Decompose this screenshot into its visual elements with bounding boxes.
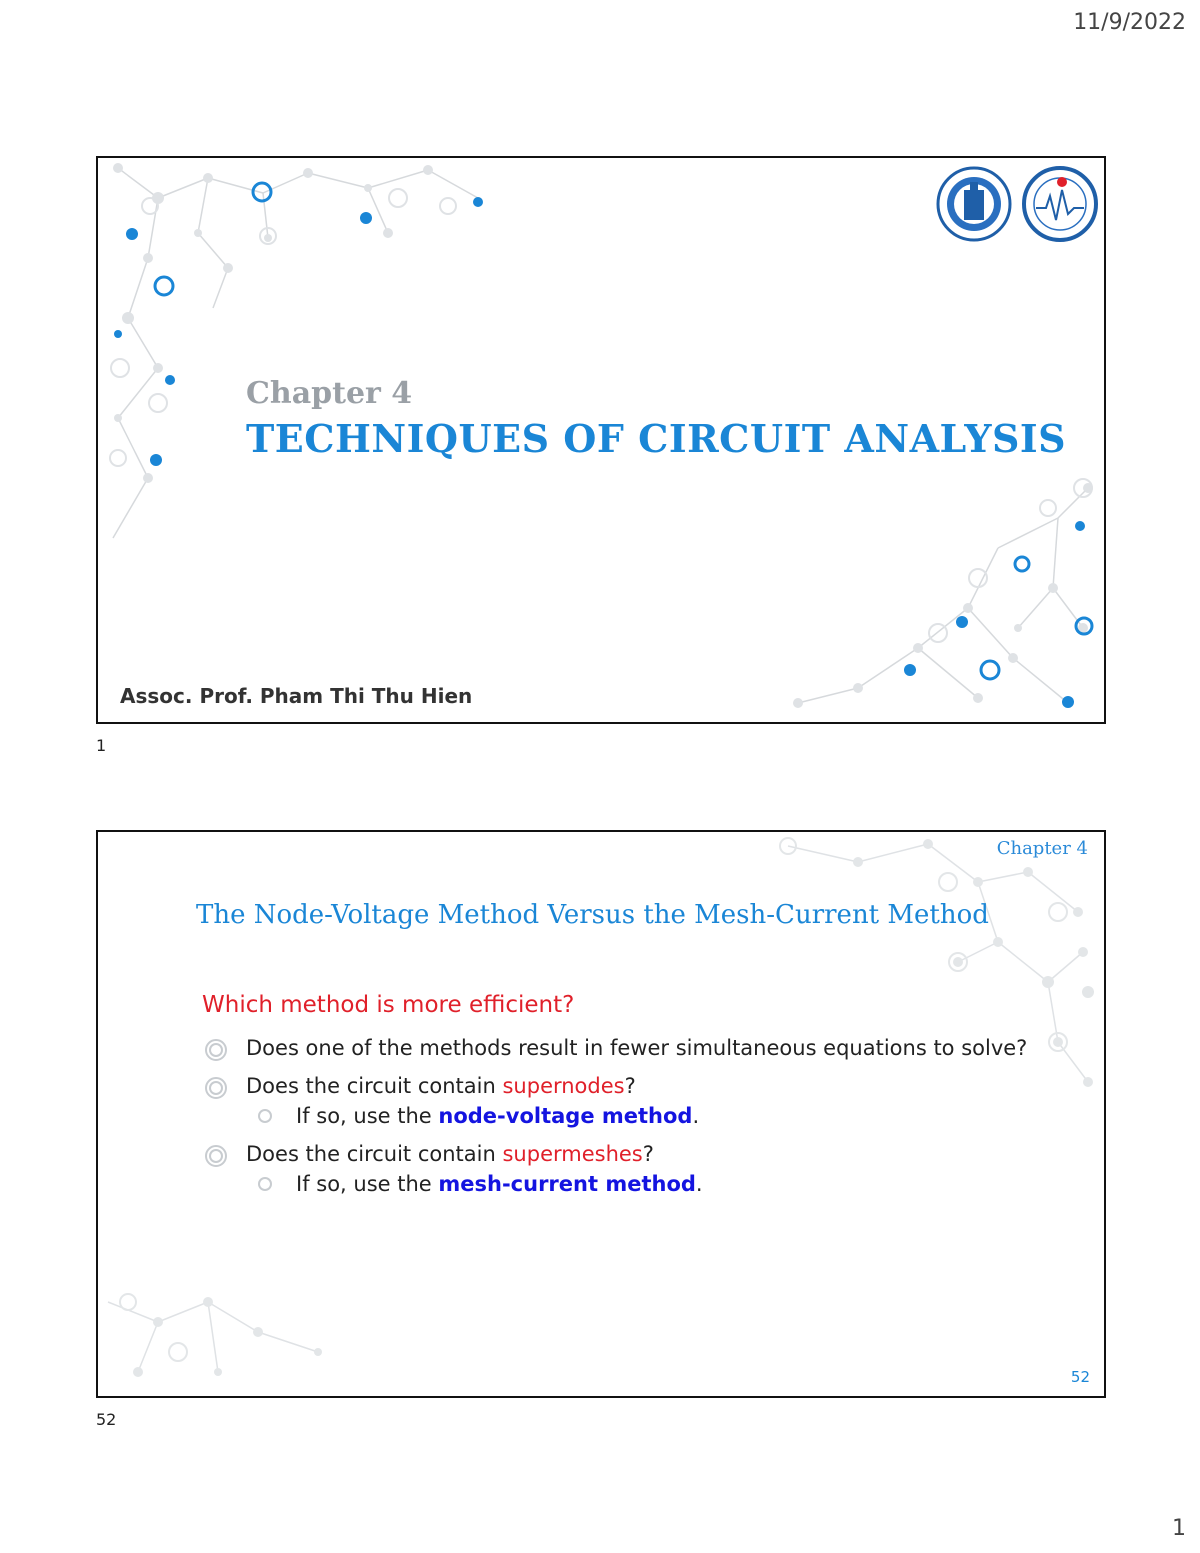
- sub-bullet-text-end: .: [692, 1104, 700, 1128]
- sub-bullet-circle-icon: [256, 1175, 274, 1193]
- university-seal-icon: [936, 166, 1012, 242]
- bullet-ring-icon: [204, 1076, 228, 1100]
- sub-bullet-item: [256, 1172, 703, 1196]
- slide-52: [96, 830, 1106, 1398]
- question-heading: Which method is more efficient?: [202, 992, 575, 1018]
- slide-1: [96, 156, 1106, 724]
- sub-bullet-item: [256, 1104, 699, 1128]
- bullet-ring-icon: [204, 1038, 228, 1062]
- sub-bullet-text: If so, use the: [296, 1172, 439, 1196]
- print-date: 11/9/2022: [1073, 10, 1186, 35]
- slide-title: The Node-Voltage Method Versus the Mesh-Current Method: [196, 900, 989, 930]
- bullet-text-end: ?: [624, 1074, 636, 1098]
- mesh-current-method-highlight: mesh-current method: [438, 1172, 696, 1196]
- term-supermeshes: supermeshes: [502, 1142, 643, 1166]
- term-supernodes: supernodes: [502, 1074, 625, 1098]
- bullet-text: Does the circuit contain: [246, 1142, 503, 1166]
- author-name: Assoc. Prof. Pham Thi Thu Hien: [120, 684, 473, 708]
- slide-1-number: 1: [96, 736, 107, 755]
- sub-bullet-text: If so, use the: [296, 1104, 439, 1128]
- node-voltage-method-highlight: node-voltage method: [438, 1104, 693, 1128]
- bullet-text: Does the circuit contain: [246, 1074, 503, 1098]
- bullet-text-end: ?: [642, 1142, 654, 1166]
- slide-number: 52: [1070, 1368, 1090, 1386]
- bullet-ring-icon: [204, 1144, 228, 1168]
- slide-52-number: 52: [96, 1410, 117, 1429]
- chapter-label: Chapter 4: [996, 838, 1088, 859]
- slide-title: TECHNIQUES OF CIRCUIT ANALYSIS: [246, 416, 1067, 461]
- sub-bullet-circle-icon: [256, 1107, 274, 1125]
- chapter-label: Chapter 4: [246, 376, 413, 411]
- sub-bullet-text-end: .: [695, 1172, 703, 1196]
- bullet-text: Does one of the methods result in fewer simultaneous equations to solve?: [246, 1036, 1028, 1060]
- bullet-item: [204, 1142, 654, 1166]
- page-number: 1: [1172, 1516, 1186, 1541]
- biomedical-engineering-logo-icon: [1022, 166, 1098, 242]
- bullet-item: [204, 1036, 1027, 1060]
- bullet-item: [204, 1074, 636, 1098]
